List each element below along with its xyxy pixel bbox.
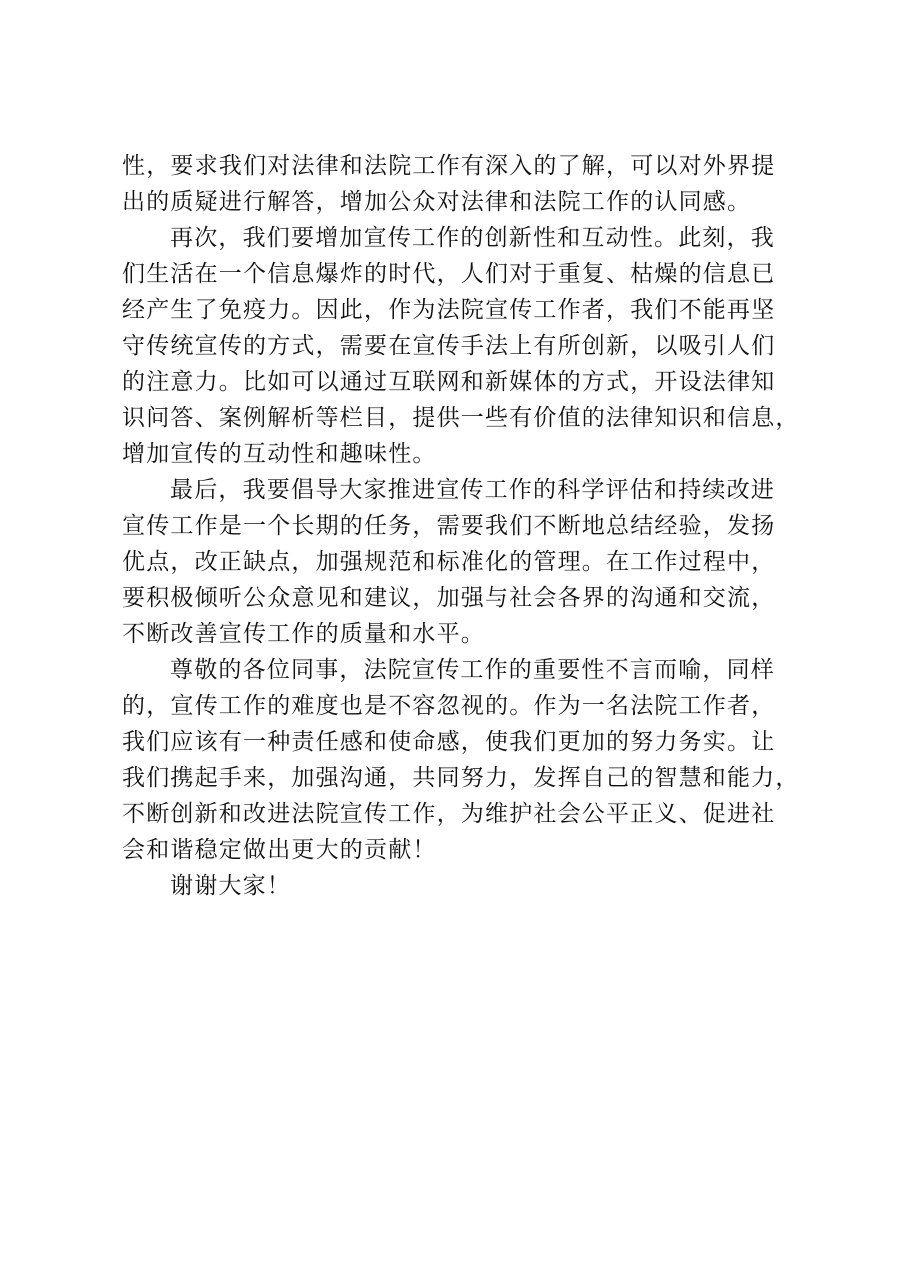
text-line: 性，要求我们对法律和法院工作有深入的了解，可以对外界提 (122, 153, 776, 179)
text-line: 经产生了免疫力。因此，作为法院宣传工作者，我们不能再坚 (122, 297, 776, 323)
text-line: 的，宣传工作的难度也是不容忽视的。作为一名法院工作者， (122, 693, 776, 719)
text-line: 会和谐稳定做出更大的贡献！ (122, 837, 437, 863)
closing-line: 谢谢大家！ (170, 873, 291, 899)
paragraph-start-line: 尊敬的各位同事，法院宣传工作的重要性不言而喻，同样 (170, 657, 775, 683)
text-line: 们生活在一个信息爆炸的时代，人们对于重复、枯燥的信息已 (122, 261, 776, 287)
text-line: 增加宣传的互动性和趣味性。 (122, 441, 437, 467)
text-line: 要积极倾听公众意见和建议，加强与社会各界的沟通和交流， (122, 585, 776, 611)
body-text (122, 148, 812, 904)
text-line: 出的质疑进行解答，增加公众对法律和法院工作的认同感。 (122, 189, 752, 215)
text-line: 不断改善宣传工作的质量和水平。 (122, 621, 485, 647)
text-line: 守传统宣传的方式，需要在宣传手法上有所创新，以吸引人们 (122, 333, 776, 359)
text-line: 我们携起手来，加强沟通，共同努力，发挥自己的智慧和能力， (122, 765, 800, 791)
text-line: 我们应该有一种责任感和使命感，使我们更加的努力务实。让 (122, 729, 776, 755)
paragraph-start-line: 再次，我们要增加宣传工作的创新性和互动性。此刻，我 (170, 225, 775, 251)
text-line: 宣传工作是一个长期的任务，需要我们不断地总结经验，发扬 (122, 513, 776, 539)
text-line: 不断创新和改进法院宣传工作，为维护社会公平正义、促进社 (122, 801, 776, 827)
text-line: 识问答、案例解析等栏目，提供一些有价值的法律知识和信息， (122, 405, 800, 431)
paragraph-start-line: 最后，我要倡导大家推进宣传工作的科学评估和持续改进 (170, 477, 775, 503)
text-line: 的注意力。比如可以通过互联网和新媒体的方式，开设法律知 (122, 369, 776, 395)
text-line: 优点，改正缺点，加强规范和标准化的管理。在工作过程中， (122, 549, 776, 575)
